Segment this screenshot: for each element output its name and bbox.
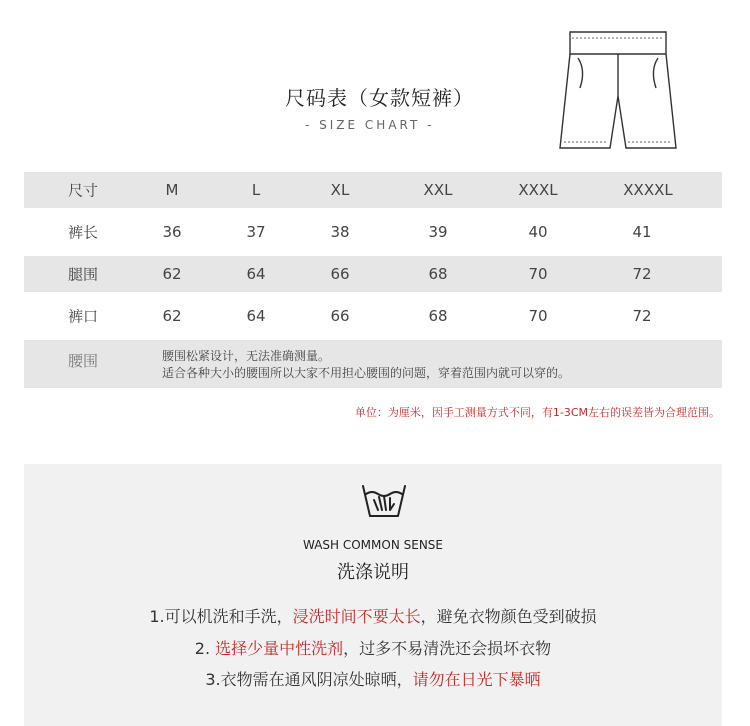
table-cell: 37 — [246, 223, 266, 241]
waist-note-row — [24, 340, 722, 388]
table-cell: 70 — [528, 265, 548, 283]
table-row — [24, 256, 722, 292]
row-label: 腿围 — [68, 265, 99, 284]
column-header: XXXXL — [623, 181, 673, 199]
wash-title-en: WASH COMMON SENSE — [302, 538, 443, 552]
instruction-highlight: 请勿在日光下暴晒 — [412, 670, 541, 689]
table-row — [24, 214, 722, 250]
header — [0, 0, 750, 165]
size-table — [24, 172, 722, 394]
instruction-highlight: 浸洗时间不要太长 — [292, 607, 421, 626]
table-cell: 62 — [162, 307, 182, 325]
instruction-highlight: 选择少量中性洗剂 — [215, 639, 344, 658]
column-header: XXL — [423, 181, 453, 199]
table-cell: 66 — [330, 265, 350, 283]
column-header: XL — [330, 181, 350, 199]
waist-note-line: 适合各种大小的腰围所以大家不用担心腰围的问题，穿着范围内就可以穿的。 — [162, 366, 571, 380]
instruction-text: 3.衣物需在通风阴凉处晾晒， — [205, 670, 413, 689]
table-cell: 62 — [162, 265, 182, 283]
table-cell: 68 — [428, 307, 448, 325]
table-row — [24, 298, 722, 334]
wash-instruction-1 — [24, 604, 722, 627]
table-cell: 68 — [428, 265, 448, 283]
column-header: XXXL — [518, 181, 558, 199]
table-cell: 66 — [330, 307, 350, 325]
table-cell: 40 — [528, 223, 548, 241]
instruction-text: ，过多不易清洗还会损坏衣物 — [343, 639, 552, 658]
row-label: 腰围 — [68, 352, 99, 370]
waist-note-line: 腰围松紧设计，无法准确测量。 — [162, 349, 331, 363]
table-cell: 72 — [632, 307, 652, 325]
shorts-outline-icon — [556, 28, 681, 153]
table-cell: 64 — [246, 307, 266, 325]
instruction-text: 2. — [194, 639, 216, 658]
table-cell: 38 — [330, 223, 350, 241]
unit-note: 单位：为厘米，因手工测量方式不同，有1-3CM左右的误差皆为合理范围。 — [354, 406, 720, 419]
page-title: 尺码表（女款短裤） — [285, 86, 474, 110]
column-header: 尺寸 — [68, 181, 99, 200]
page-subtitle: - SIZE CHART - — [305, 118, 435, 132]
table-cell: 70 — [528, 307, 548, 325]
wash-instruction-3 — [24, 667, 722, 690]
instruction-text: ，避免衣物颜色受到破损 — [420, 607, 597, 626]
table-cell: 72 — [632, 265, 652, 283]
wash-instruction-2 — [24, 636, 722, 659]
waist-note — [162, 348, 570, 382]
column-header: L — [251, 181, 261, 199]
row-label: 裤口 — [68, 307, 99, 326]
wash-title-cn: 洗涤说明 — [337, 562, 409, 583]
hand-wash-icon — [360, 480, 408, 520]
column-header: M — [165, 181, 179, 199]
instruction-text: 1.可以机洗和手洗， — [149, 607, 293, 626]
table-cell: 36 — [162, 223, 182, 241]
table-cell: 39 — [428, 223, 448, 241]
table-cell: 64 — [246, 265, 266, 283]
row-label: 裤长 — [68, 223, 99, 242]
wash-panel — [24, 464, 722, 726]
table-header-row — [24, 172, 722, 208]
table-cell: 41 — [632, 223, 652, 241]
